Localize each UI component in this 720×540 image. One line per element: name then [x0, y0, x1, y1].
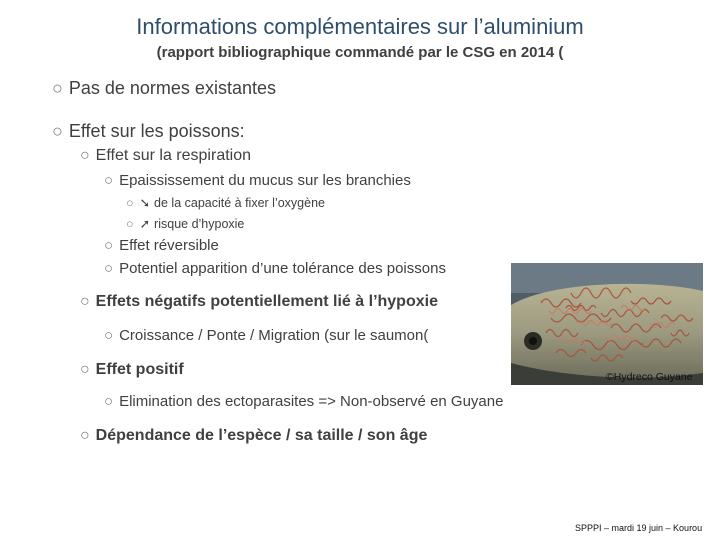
circle-bullet-icon: ○ [52, 78, 63, 98]
bullet-croissance [104, 327, 428, 344]
bullet-effet-poissons [52, 121, 245, 142]
circle-bullet-icon: ○ [80, 293, 90, 310]
circle-bullet-icon: ○ [80, 147, 90, 164]
circle-bullet-icon: ○ [80, 427, 90, 444]
bullet-text: risque d’hypoxie [154, 217, 245, 231]
bullet-text: Effet positif [95, 361, 184, 378]
bullet-text: Potentiel apparition d’une tolérance des poissons [119, 260, 446, 277]
bullet-effets-negatifs [80, 293, 438, 311]
arrow-up-icon: ➚ [139, 217, 151, 231]
bullet-text: Croissance / Ponte / Migration (sur le saumon( [119, 327, 429, 344]
circle-bullet-icon: ○ [126, 196, 134, 210]
bullet-text: Epaississement du mucus sur les branchies [119, 172, 411, 189]
circle-bullet-icon: ○ [104, 393, 114, 410]
bullet-effet-positif [80, 361, 184, 379]
photo-credit: ©Hydreco Guyane [606, 371, 693, 383]
fish-photo [511, 263, 703, 385]
circle-bullet-icon: ○ [80, 361, 90, 378]
circle-bullet-icon: ○ [104, 237, 114, 254]
bullet-text: Effet sur les poissons: [68, 121, 245, 141]
bullet-text: Effets négatifs potentiellement lié à l’hypoxie [95, 293, 438, 310]
circle-bullet-icon: ○ [104, 327, 114, 344]
circle-bullet-icon: ○ [126, 217, 134, 231]
bullet-text: Elimination des ectoparasites => Non-observé en Guyane [119, 393, 504, 410]
bullet-text: Pas de normes existantes [68, 78, 276, 98]
bullet-text: Effet sur la respiration [95, 147, 252, 164]
arrow-down-icon: ➘ [139, 196, 151, 210]
bullet-elimination [104, 393, 503, 410]
circle-bullet-icon: ○ [104, 260, 114, 277]
bullet-reversible [104, 237, 219, 254]
bullet-dependance [80, 427, 427, 445]
bullet-respiration [80, 147, 251, 165]
bullet-mucus [104, 172, 411, 189]
bullet-tolerance [104, 260, 446, 277]
bullet-oxygene [126, 195, 325, 210]
circle-bullet-icon: ○ [104, 172, 114, 189]
bullet-text: de la capacité à fixer l’oxygène [154, 196, 325, 210]
slide-subtitle: (rapport bibliographique commandé par le CSG en 2014 ( [156, 44, 564, 61]
bullet-normes [52, 78, 276, 99]
bullet-hypoxie [126, 216, 244, 231]
fish-illustration [511, 263, 703, 385]
slide-footer: SPPPI – mardi 19 juin – Kourou [575, 523, 703, 533]
slide-title: Informations complémentaires sur l’aluminium [136, 14, 584, 39]
circle-bullet-icon: ○ [52, 121, 63, 141]
bullet-text: Effet réversible [119, 237, 219, 254]
bullet-text: Dépendance de l’espèce / sa taille / son âge [95, 427, 428, 444]
